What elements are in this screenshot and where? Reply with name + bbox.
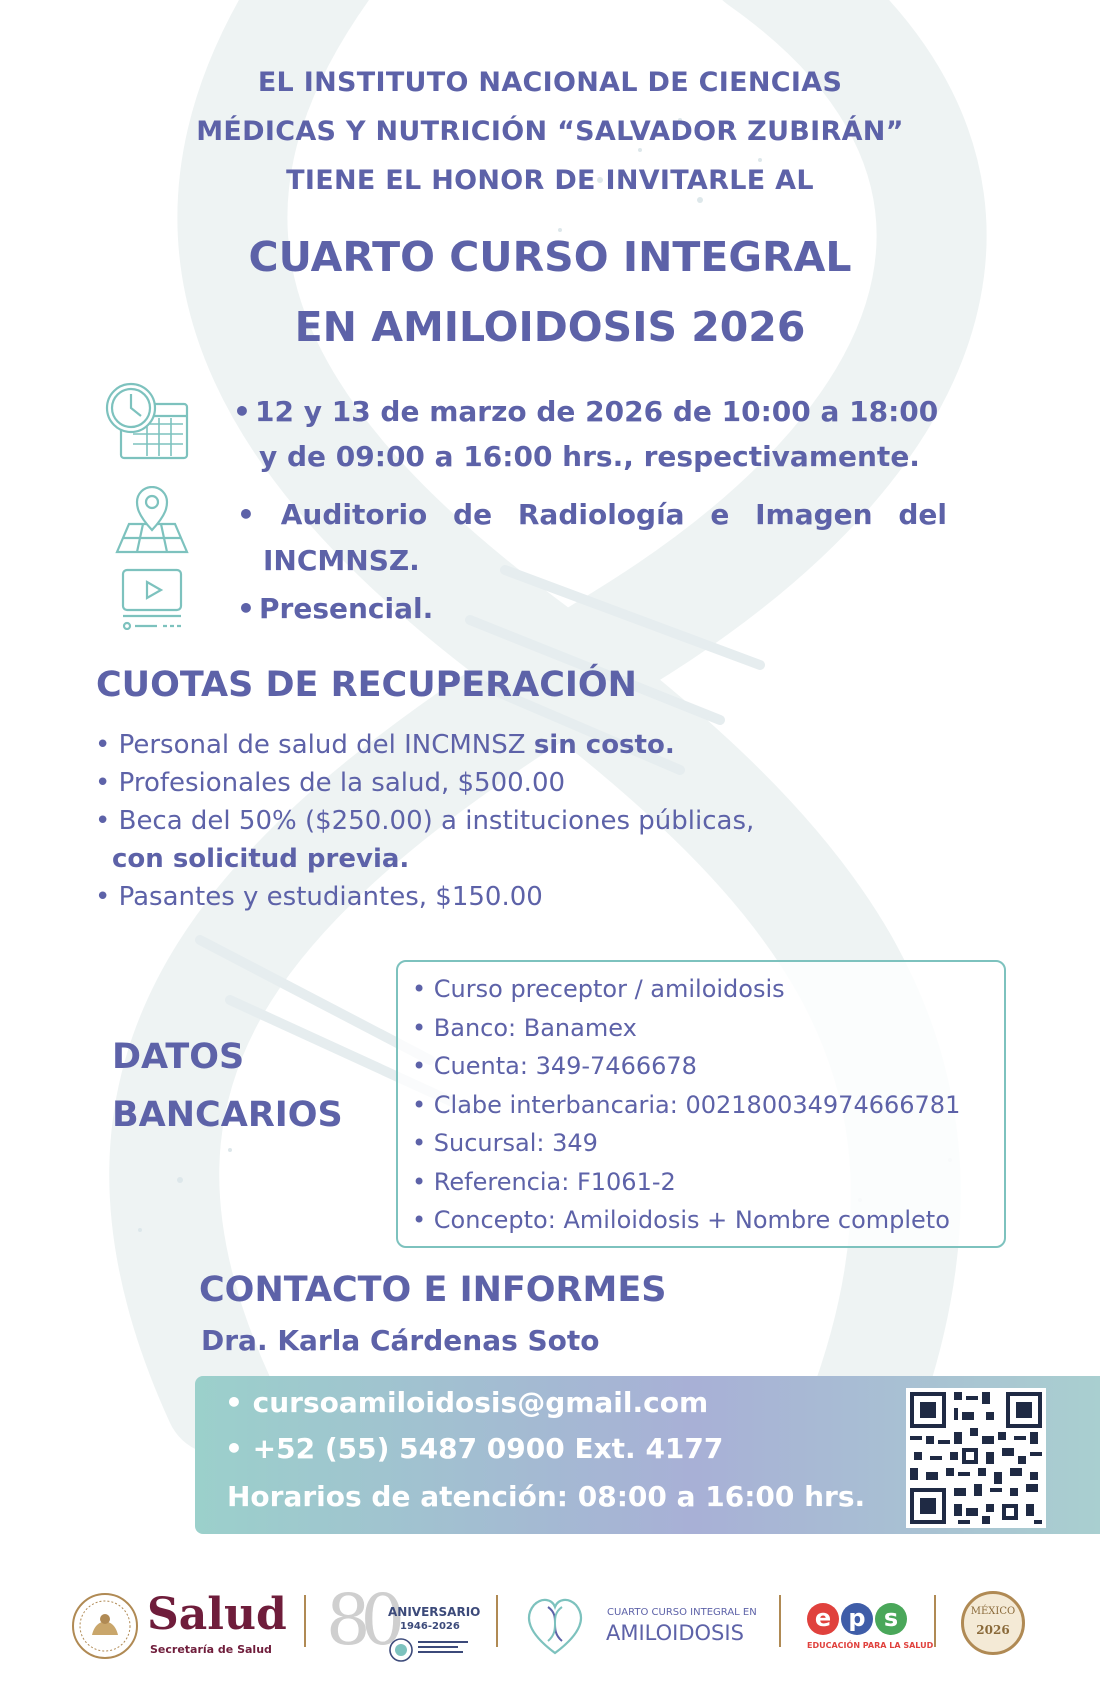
salud-logo-subtitle: Secretaría de Salud: [150, 1643, 272, 1656]
venue-word: Radiología: [517, 498, 685, 531]
contact-phone[interactable]: • +52 (55) 5487 0900 Ext. 4177: [225, 1432, 724, 1465]
date-line-1: 12 y 13 de marzo de 2026 de 10:00 a 18:00: [255, 395, 939, 428]
course-logo-line2: AMILOIDOSIS: [606, 1621, 744, 1645]
venue-line-2: INCMNSZ.: [263, 544, 420, 577]
anniversary-title: ANIVERSARIO: [388, 1605, 481, 1619]
mexico-2026-seal: [961, 1591, 1025, 1655]
venue-word: del: [898, 498, 947, 531]
fee-item-continued: [95, 840, 754, 878]
intro-text: [0, 58, 1100, 205]
anniversary-number: 80: [326, 1579, 396, 1661]
bullet: •: [233, 395, 251, 428]
fee-emphasis: con solicitud previa.: [112, 844, 410, 874]
bank-item: • Concepto: Amiloidosis + Nombre completo: [412, 1206, 950, 1234]
fee-item: [95, 726, 754, 764]
fee-emphasis: sin costo.: [533, 730, 675, 760]
bank-heading: [112, 1028, 343, 1144]
event-date: [233, 389, 938, 479]
bank-heading-line: BANCARIOS: [112, 1095, 343, 1135]
bank-details-box: [396, 960, 1006, 1248]
event-modality: [237, 592, 433, 625]
video-play-icon: [121, 568, 185, 630]
event-title: [0, 222, 1100, 362]
bank-item: • Sucursal: 349: [412, 1129, 598, 1157]
title-line: EN AMILOIDOSIS 2026: [294, 303, 806, 351]
institute-name-lines: [418, 1641, 468, 1653]
course-dna-heart-icon: [520, 1589, 590, 1659]
bank-item: • Clabe interbancaria: 002180034974666781: [412, 1090, 961, 1119]
fees-heading: CUOTAS DE RECUPERACIÓN: [96, 665, 637, 705]
bullet: •: [237, 592, 255, 625]
eps-caption: EDUCACIÓN PARA LA SALUD: [807, 1641, 934, 1650]
intro-line: TIENE EL HONOR DE INVITARLE AL: [286, 165, 814, 196]
fee-item: • Profesionales de la salud, $500.00: [95, 768, 566, 798]
contact-hours: Horarios de atención: 08:00 a 16:00 hrs.: [227, 1480, 866, 1513]
date-line-2: y de 09:00 a 16:00 hrs., respectivamente.: [259, 440, 920, 473]
seal-year: 2026: [976, 1623, 1010, 1637]
venue-word: e: [710, 498, 730, 531]
fee-item: • Beca del 50% ($250.00) a instituciones públicas,: [95, 806, 755, 836]
anniversary-years: 1946-2026: [400, 1621, 460, 1632]
institute-seal-icon: [388, 1637, 414, 1663]
modality-text: Presencial.: [259, 592, 434, 625]
eps-letter-s: s: [875, 1603, 907, 1635]
footer-divider: [779, 1595, 781, 1647]
calendar-clock-icon: [103, 380, 191, 462]
footer-divider: [304, 1595, 306, 1647]
intro-line: EL INSTITUTO NACIONAL DE CIENCIAS: [257, 67, 843, 98]
fee-text: • Personal de salud del INCMNSZ: [95, 730, 534, 760]
coat-of-arms-icon: [70, 1591, 140, 1661]
bank-item: • Cuenta: 349-7466678: [412, 1052, 697, 1080]
footer-divider: [934, 1595, 936, 1647]
bank-item: • Curso preceptor / amiloidosis: [412, 975, 785, 1003]
map-location-icon: [115, 486, 189, 554]
bank-item: • Referencia: F1061-2: [412, 1167, 676, 1196]
footer-logos: [0, 1579, 1100, 1681]
bank-heading-line: DATOS: [112, 1037, 245, 1077]
bullet: •: [237, 498, 255, 531]
contact-email[interactable]: • cursoamiloidosis@gmail.com: [225, 1386, 709, 1419]
venue-word: Auditorio: [280, 498, 428, 531]
course-logo-line1: CUARTO CURSO INTEGRAL EN: [607, 1607, 757, 1618]
fees-list: [95, 726, 754, 916]
bank-item: • Banco: Banamex: [412, 1013, 637, 1042]
event-venue: [237, 492, 947, 584]
title-line: CUARTO CURSO INTEGRAL: [248, 233, 852, 281]
eps-logo: [807, 1603, 907, 1635]
venue-word: de: [453, 498, 493, 531]
contact-heading: CONTACTO E INFORMES: [199, 1270, 667, 1310]
salud-logo-title: Salud: [147, 1589, 287, 1640]
eps-letter-e: e: [807, 1603, 839, 1635]
footer-divider: [496, 1595, 498, 1647]
venue-word: Imagen: [755, 498, 873, 531]
contact-name: Dra. Karla Cárdenas Soto: [201, 1324, 600, 1357]
intro-line: MÉDICAS Y NUTRICIÓN “SALVADOR ZUBIRÁN”: [196, 116, 904, 147]
fee-item: • Pasantes y estudiantes, $150.00: [95, 882, 543, 912]
qr-code: [906, 1388, 1046, 1528]
contact-band: [195, 1376, 1100, 1534]
eps-letter-p: p: [841, 1603, 873, 1635]
seal-text: MÉXICO: [970, 1606, 1016, 1617]
